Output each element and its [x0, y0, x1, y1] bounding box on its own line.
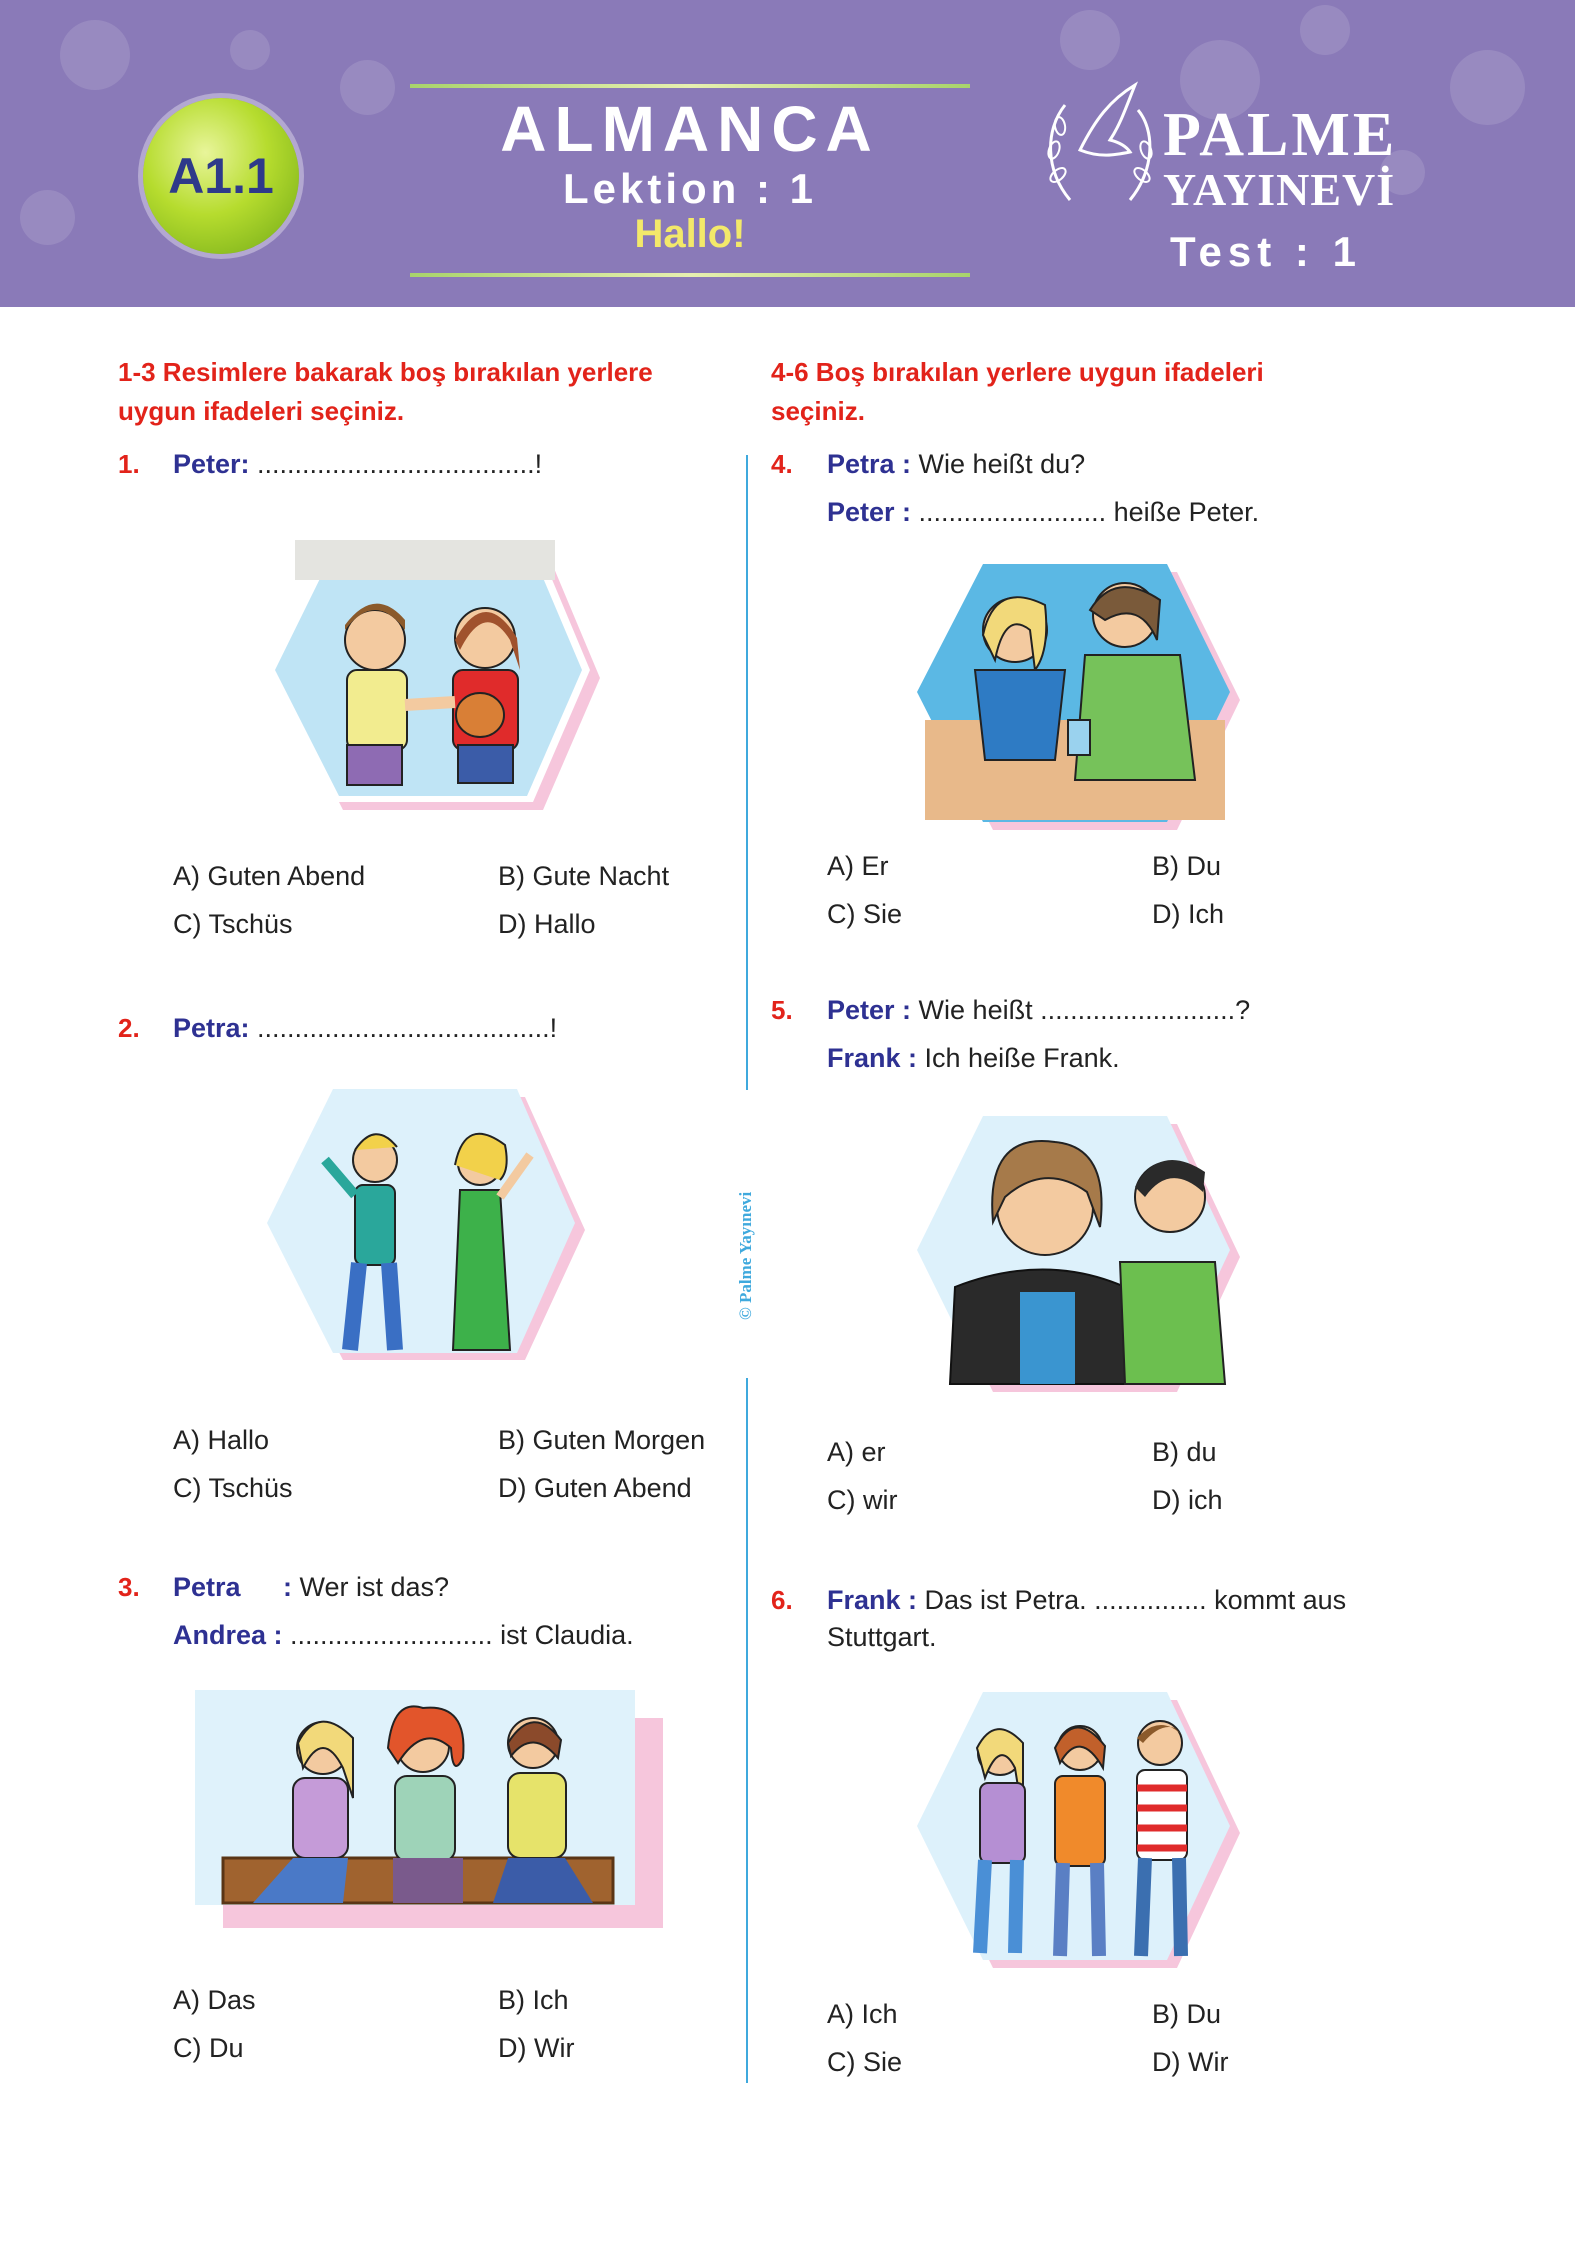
- two-boys-illustration: [905, 1112, 1250, 1397]
- speaker-separator: :: [266, 1620, 291, 1650]
- speaker-name: Petra: [827, 449, 895, 479]
- speaker-separator: :: [894, 995, 919, 1025]
- publisher-name-1: PALME: [1163, 101, 1398, 169]
- question-number: 6.: [771, 1585, 793, 1615]
- decor-bubble: [1450, 50, 1525, 125]
- speaker-separator: :: [900, 1585, 925, 1615]
- option-c[interactable]: C) wir: [827, 1485, 898, 1515]
- publisher-name-2: YAYINEVİ: [1163, 164, 1396, 215]
- option-d[interactable]: D) ich: [1152, 1485, 1223, 1515]
- option-d[interactable]: D) Wir: [1152, 2047, 1229, 2077]
- speaker-separator: :: [894, 449, 919, 479]
- question-5-line-1: [827, 990, 1250, 1030]
- subject-title: ALMANCA: [500, 93, 880, 165]
- question-4-line-1: [827, 444, 1085, 484]
- option-a[interactable]: A) Er: [827, 851, 889, 881]
- decor-bubble: [1060, 10, 1120, 70]
- decor-bubble: [340, 60, 395, 115]
- question-number: 5.: [771, 995, 793, 1025]
- level-label: A1.1: [168, 148, 274, 204]
- speaker-name: Petra: [173, 1572, 241, 1602]
- question-number: 1.: [118, 449, 140, 479]
- copyright-watermark: [734, 1150, 758, 1320]
- instruction-right-1: 4-6 Boş bırakılan yerlere uygun ifadeleri: [771, 357, 1264, 387]
- watermark-text: © Palme Yayınevi: [736, 1191, 755, 1320]
- decor-bubble: [20, 190, 75, 245]
- question-6-line-2: Stuttgart.: [827, 1622, 937, 1652]
- handshake-illustration: [255, 530, 615, 815]
- instruction-left-1: 1-3 Resimlere bakarak boş bırakılan yerlere: [118, 357, 653, 387]
- speaker-name: Peter: [827, 995, 895, 1025]
- speaker-name: Andrea: [173, 1620, 267, 1650]
- speaker-name: Petra:: [173, 1013, 250, 1043]
- option-a[interactable]: A) Das: [173, 1985, 256, 2015]
- option-a[interactable]: A) er: [827, 1437, 886, 1467]
- question-text: Wie heißt ..........................?: [918, 995, 1251, 1025]
- option-c[interactable]: C) Tschüs: [173, 1473, 293, 1503]
- option-d[interactable]: D) Guten Abend: [498, 1473, 692, 1503]
- speaker-separator: :: [894, 497, 919, 527]
- question-3-line-1: [173, 1567, 449, 1607]
- speaker-name: Peter: [827, 497, 895, 527]
- decor-bubble: [1300, 5, 1350, 55]
- decor-bubble: [230, 30, 270, 70]
- header-rule-top: [410, 84, 970, 88]
- speaker-name: Frank: [827, 1043, 901, 1073]
- header-rule-bottom: [410, 273, 970, 277]
- speaker-separator: :: [900, 1043, 925, 1073]
- option-c[interactable]: C) Sie: [827, 899, 903, 929]
- lesson-title: Hallo!: [634, 212, 746, 256]
- lesson-label: Lektion : 1: [562, 165, 818, 212]
- question-text: Wer ist das?: [299, 1572, 450, 1602]
- question-number: 4.: [771, 449, 793, 479]
- option-a[interactable]: A) Ich: [827, 1999, 898, 2029]
- option-a[interactable]: A) Hallo: [173, 1425, 270, 1455]
- speaker-name: Peter:: [173, 449, 250, 479]
- instruction-right-2: seçiniz.: [771, 396, 865, 426]
- instruction-left-2: uygun ifadeleri seçiniz.: [118, 396, 405, 426]
- cafe-couple-illustration: [905, 560, 1250, 835]
- question-6-line-1: [827, 1580, 1346, 1620]
- test-number: Test : 1: [1170, 228, 1362, 275]
- question-text: ........................... ist Claudia.: [290, 1620, 634, 1650]
- question-number: 2.: [118, 1013, 140, 1043]
- dove-wreath-icon: [1040, 80, 1160, 220]
- option-b[interactable]: B) Du: [1152, 1999, 1222, 2029]
- option-b[interactable]: B) Gute Nacht: [498, 861, 670, 891]
- question-text: Ich heiße Frank.: [924, 1043, 1120, 1073]
- question-3-line-2: [173, 1615, 634, 1655]
- three-friends-illustration: [905, 1688, 1250, 1973]
- level-badge: [143, 98, 299, 254]
- speaker-separator: :: [283, 1572, 300, 1602]
- question-text: .......................................!: [249, 1013, 558, 1043]
- decor-bubble: [60, 20, 130, 90]
- speaker-name: Frank: [827, 1585, 901, 1615]
- question-1-line: [173, 444, 542, 484]
- option-d[interactable]: D) Wir: [498, 2033, 575, 2063]
- option-d[interactable]: D) Hallo: [498, 909, 596, 939]
- question-5-line-2: [827, 1038, 1120, 1078]
- waving-people-illustration: [255, 1085, 595, 1365]
- column-divider-bottom: [746, 1378, 748, 2083]
- question-4-line-2: [827, 492, 1259, 532]
- option-b[interactable]: B) du: [1152, 1437, 1217, 1467]
- option-a[interactable]: A) Guten Abend: [173, 861, 366, 891]
- option-c[interactable]: C) Sie: [827, 2047, 903, 2077]
- option-c[interactable]: C) Tschüs: [173, 909, 293, 939]
- question-text: Das ist Petra. ............... kommt aus: [924, 1585, 1347, 1615]
- three-girls-illustration: [193, 1688, 673, 1933]
- question-text: .....................................!: [249, 449, 543, 479]
- question-text: Wie heißt du?: [918, 449, 1086, 479]
- option-b[interactable]: B) Du: [1152, 851, 1222, 881]
- question-number: 3.: [118, 1572, 140, 1602]
- option-c[interactable]: C) Du: [173, 2033, 244, 2063]
- question-2-line: [173, 1008, 557, 1048]
- option-b[interactable]: B) Ich: [498, 1985, 569, 2015]
- column-divider-top: [746, 455, 748, 1090]
- question-text: ......................... heiße Peter.: [918, 497, 1260, 527]
- page-header: [0, 0, 1575, 307]
- option-b[interactable]: B) Guten Morgen: [498, 1425, 706, 1455]
- option-d[interactable]: D) Ich: [1152, 899, 1225, 929]
